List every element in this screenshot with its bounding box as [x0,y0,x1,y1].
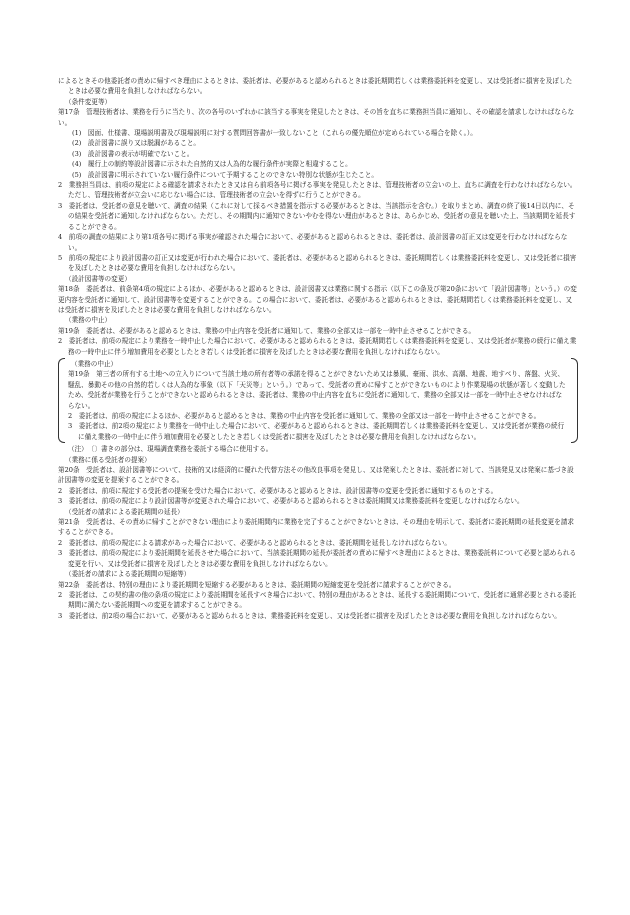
note-text: （注） 〔〕書きの部分は、現場調査業務を委託する場合に使用する。 [68,445,273,454]
section-heading: （受託者の請求による委託期間の延長） [65,507,184,516]
paragraph-text: 3 委託者は、受託者の意見を聴いて、調査の結果（これに対して採るべき措置を指示する必要があるときは、当該指示を含む。）を取りまとめ、調査の終了後14日以内に、その結果を受託者に通知しなければならない。ただし、その期間内に通知できないやむを得ない理由があるときは、あらかじめ、受託者の意見を聴いた上、当該期間を延長することができる。 [58,201,576,231]
paragraph-text: 3 委託者は、前項の規定により設計図書等が変更された場合において、必要があると認められるときは委託期間又は業務委託料を変更しなければならない。 [58,497,524,506]
paragraph-text: 3 委託者は、前2項の場合において、必要があると認められるときは、業務委託料を変更し、又は受託者に損害を及ぼしたときは必要な費用を負担しなければならない。 [58,611,561,620]
section-heading: （設計図書等の変更） [65,274,131,283]
article-text: 第21条 受託者は、その責めに帰すことができない理由により委託期間内に業務を完了することができないときは、その理由を明示して、委託者に委託期間の延長変更を請求することができる。 [58,518,574,537]
paragraph-text: 2 委託者は、前項に規定する受託者の提案を受けた場合において、必要があると認めるときは、設計図書等の変更を受託者に通知するものとする。 [58,486,498,495]
boxed-heading: （業務の中止） [71,359,118,368]
section-heading: （委託者の請求による委託期間の短縮等） [65,570,191,579]
list-item: (4) 履行上の制約等設計図書に示された自然的又は人為的な履行条件が実際と相違すること。 [72,160,352,169]
paragraph-text: 2 委託者は、前項の規定により業務を一時中止した場合において、必要があると認められるときは、委託期間若しくは業務委託料を変更し、又は受託者が業務の続行に備え業務の一時中止に伴う増加費用を必要としたとき若しくは受託者に損害を及ぼしたときは必要な費用を負担しなければならない。 [58,337,577,356]
section-heading: （業務に係る受託者の提案） [65,455,151,464]
list-item: (2) 設計図書に誤り又は脱漏があること。 [72,139,201,148]
paragraph-text: 2 委託者は、この契約書の他の条項の規定により委託期間を延長すべき場合において、特別の理由があるときは、延長する委託期間について、受託者に通常必要とされる委託期間に満たない委託期間への変更を請求することができる。 [58,590,576,610]
article-text: 第18条 委託者は、前条第4項の規定によるほか、必要があると認めるときは、設計図書又は業務に関する指示（以下この条及び第20条において「設計図書等」という。）の変更内容を受託者に通知して、設計図書等を変更することができる。この場合において、委託者は、必要があると認められるときは、委託期間若しくは業務委託料を変更し、又は受託者に損害を及ぼしたときは必要な費用を負担しなければならない。 [58,285,577,314]
article-text: 第19条 委託者は、必要があると認めるときは、業務の中止内容を受託者に通知して、業務の全部又は一部を一時中止させることができる。 [58,326,476,335]
section-heading: （条件変更等） [65,97,112,106]
paragraph-text: 5 前項の規定により設計図書の訂正又は変更が行われた場合において、委託者は、必要があると認められるときは、委託期間若しくは業務委託料を変更し、又は受託者に損害を及ぼしたときは必要な費用を負担しなければならない。 [58,253,577,273]
list-item: (1) 図面、仕様書、現場説明書及び現場説明に対する質問回答書が一致しないこと（これらの優先順位が定められている場合を除く。）。 [72,129,477,138]
article-text: 第20条 受託者は、設計図書等について、技術的又は経済的に優れた代替方法その他改良事項を発見し、又は発案したときは、委託者に対して、当該発見又は発案に基づき設計図書等の変更を提案することができる。 [58,466,574,485]
document-page [58,76,578,621]
paragraph-text: 4 前項の調査の結果により第1項各号に掲げる事実が確認された場合において、必要があると認められるときは、委託者は、設計図書の訂正又は変更を行わなければならない。 [58,233,568,252]
paragraph-text: によるときその他委託者の責めに帰すべき理由によるときは、委託者は、必要があると認められるときは委託期間若しくは業務委託料を変更し、又は受託者に損害を及ぼしたときは必要な費用を負担しなければならない。 [58,77,573,96]
article-text: 第17条 管理技術者は、業務を行うに当たり、次の各号のいずれかに該当する事実を発見したときは、その旨を直ちに業務担当員に通知し、その確認を請求しなければならない。 [58,108,575,127]
section-heading: （業務の中止） [65,316,112,325]
list-item: (5) 設計図書に明示されていない履行条件について予期することのできない特別な状態が生じたこと。 [72,170,378,179]
paragraph-text: 2 業務担当員は、前項の規定による確認を請求されたとき又は自ら前項各号に掲げる事実を発見したときは、管理技術者の立会いの上、直ちに調査を行わなければならない。ただし、管理技術者が立会いに応じない場合には、管理技術者の立会いを得ずに行うことができる。 [58,181,577,200]
boxed-art: 第19条 第三者の所有する土地への立入りについて当該土地の所有者等の承諾を得ることができないため又は暴風、豪雨、洪水、高潮、地震、地すべり、落盤、火災、騒乱、暴動その他の自然的若しくは人為的な事象（以下「天災等」という。）であって、受託者の責めに帰すことができないものにより作業現場の状態が著しく変動したため、受託者が業務を行うことができないと認められるときは、委託者は、業務の中止内容を直ちに受託者に通知して、業務の全部又は一部を一時中止させなければならない。 [68,370,566,410]
article-text: 第22条 委託者は、特別の理由により委託期間を短縮する必要があるときは、委託期間の短縮変更を受託者に請求することができる。 [58,580,456,589]
boxed-alternative-clause [60,358,576,443]
paragraph-text: 3 委託者は、前項の規定により委託期間を延長させた場合において、当該委託期間の延長が委託者の責めに帰すべき理由によるときは、業務委託料について必要と認められる変更を行い、又は受託者に損害を及ぼしたときは必要な費用を負担しなければならない。 [58,549,577,568]
list-item: (3) 設計図書の表示が明確でないこと。 [72,149,194,158]
boxed-para: 2 委託者は、前項の規定によるほか、必要があると認めるときは、業務の中止内容を受託者に通知して、業務の全部又は一部を一時中止させることができる。 [68,412,541,420]
paragraph-text: 2 委託者は、前項の規定による請求があった場合において、必要があると認められるときは、委託期間を延長しなければならない。 [58,538,452,547]
boxed-para: 3 委託者は、前2項の規定により業務を一時中止した場合において、必要があると認められるときは、委託期間若しくは業務委託料を変更し、又は受託者が業務の続行に備え業務の一時中止に伴う増加費用を必要としたとき若しくは受託者に損害を及ぼしたときは必要な費用を負担しなければならない。 [68,422,565,441]
